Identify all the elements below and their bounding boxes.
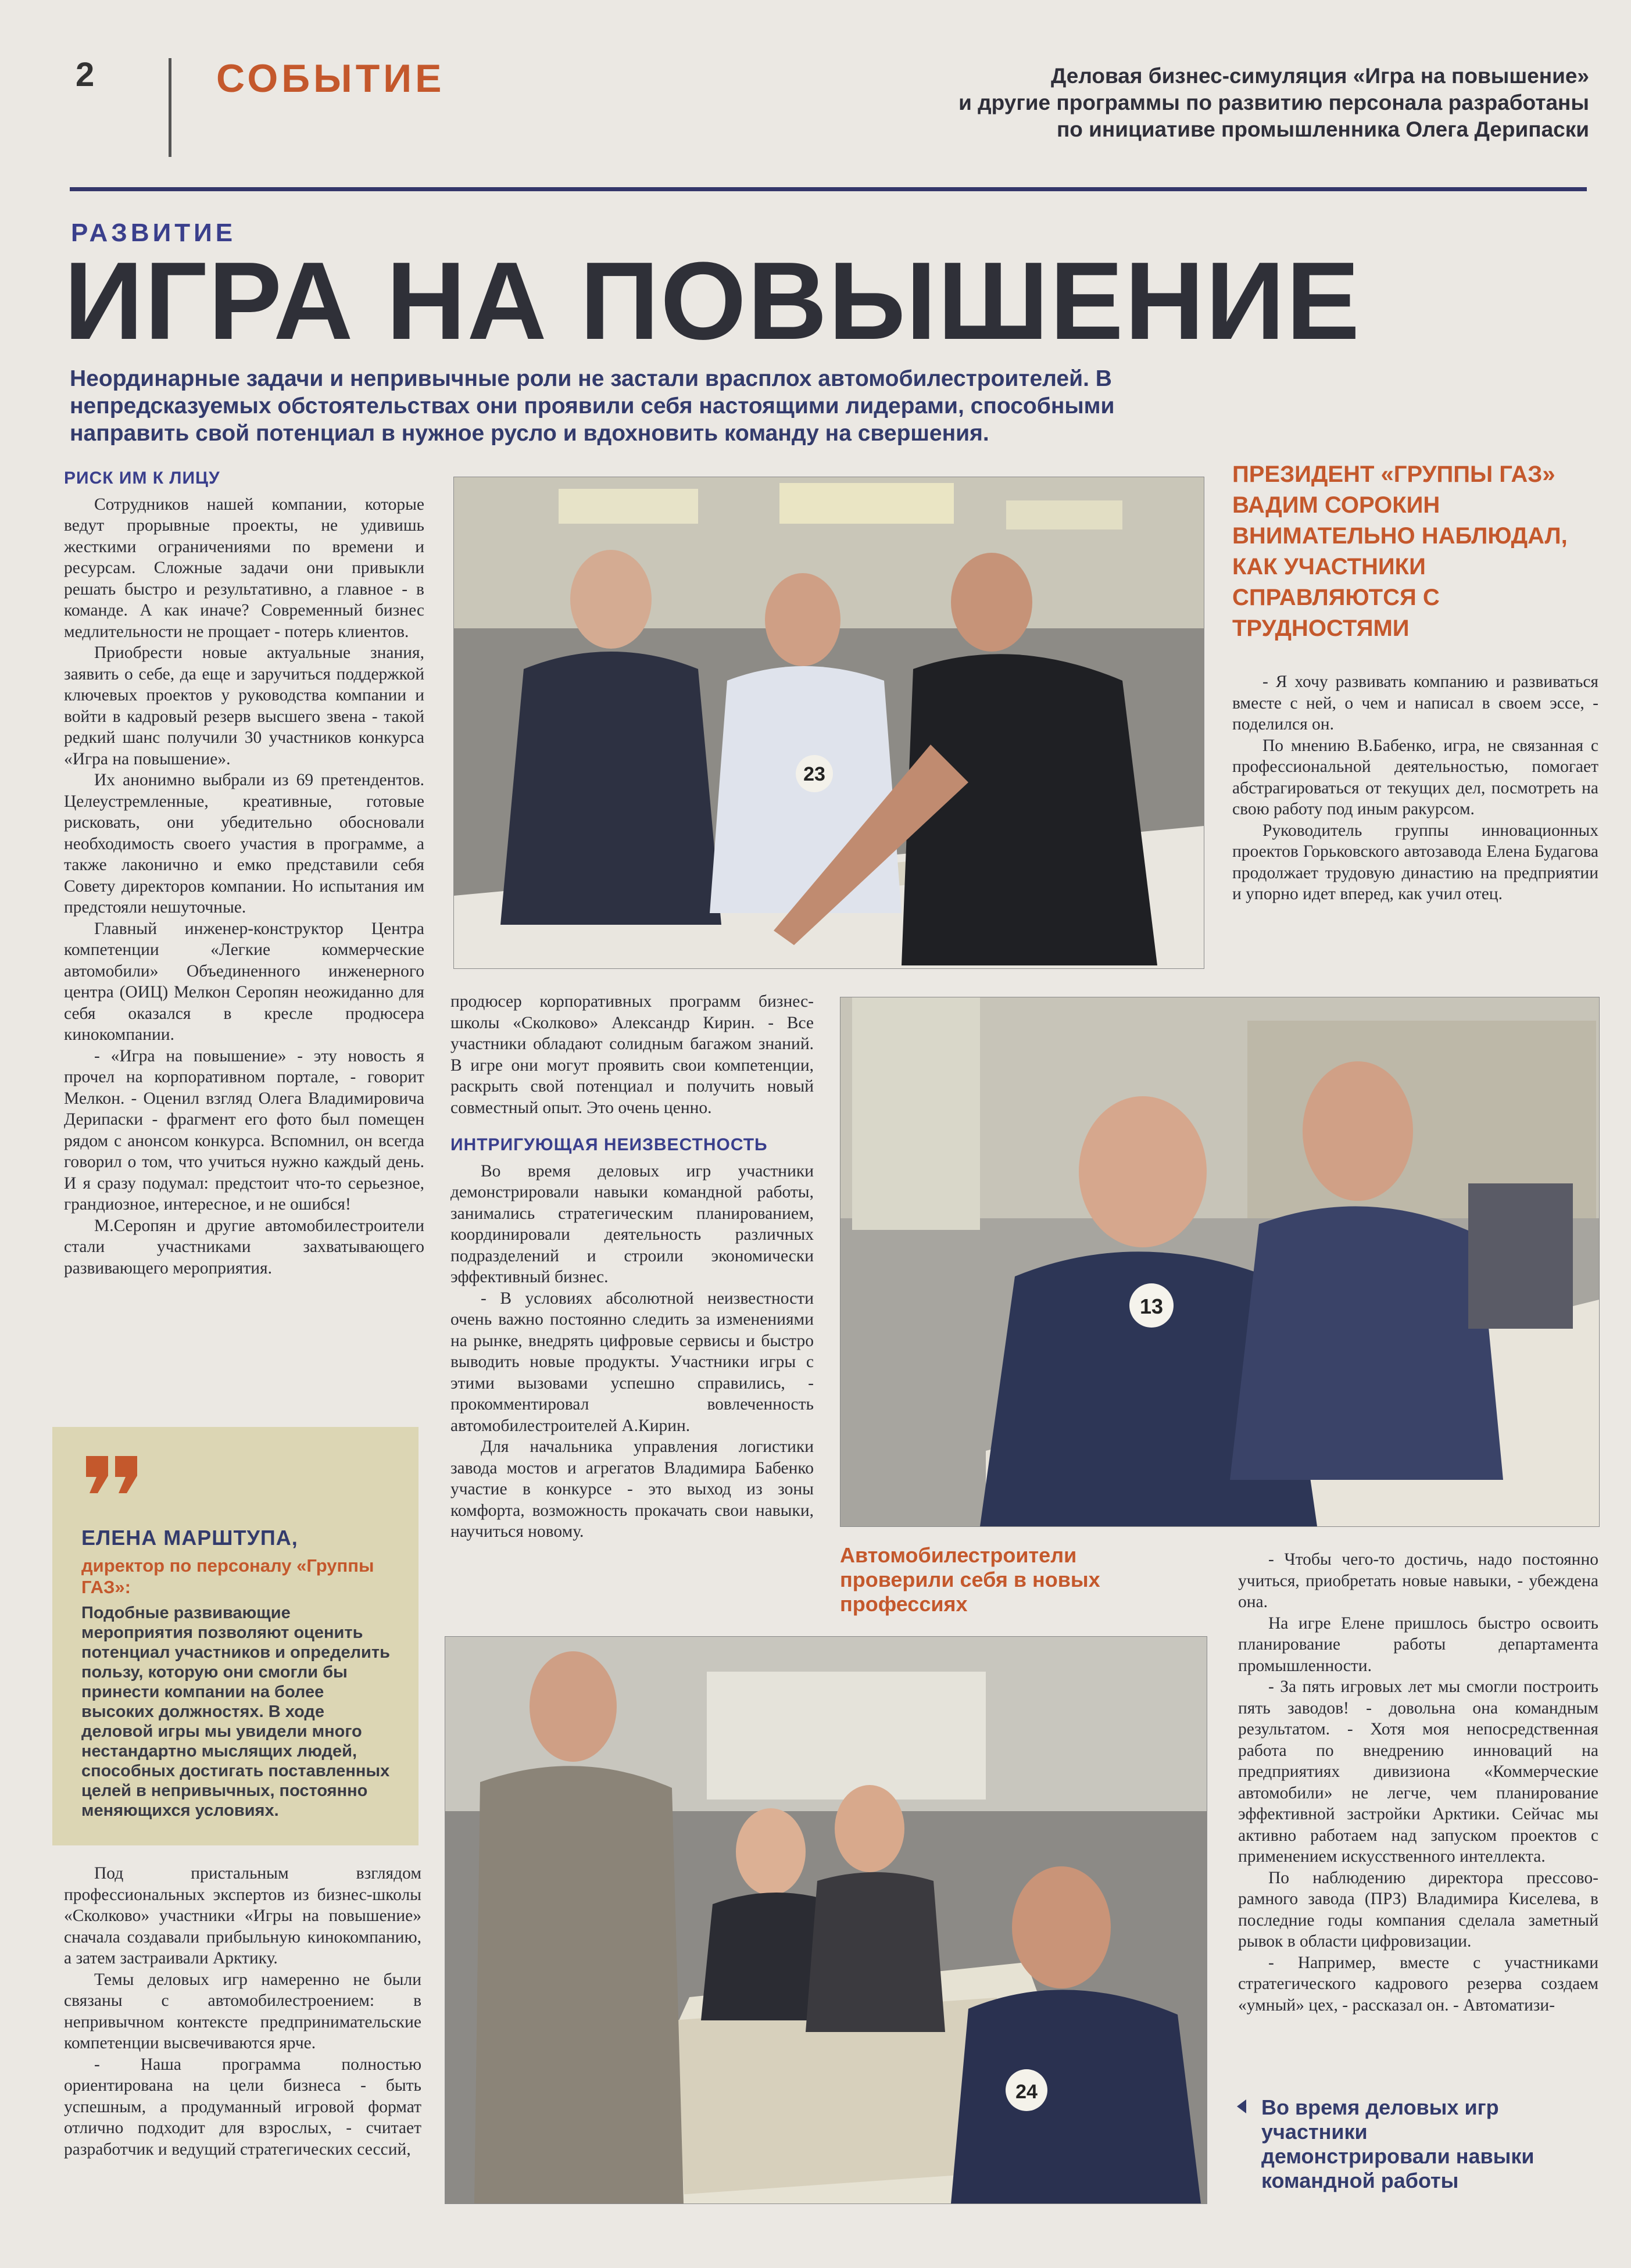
photo-caption: Во время деловых игр участники демонстрировали навыки командной работы (1261, 2095, 1535, 2192)
paragraph: - В условиях абсолютной неизвестности очень важно постоянно следить за изменениями на рынке, внедрять цифровые сервисы и быстро выводить новые продукты. Участники игры с этими вызовами успешно справились, - прокомментировал вовлеченность автомобилестроителей А.Кирин. (450, 1289, 814, 1435)
paragraph: - Наша программа полностью ориентирована на цели бизнеса - быть успешным, а продуманный игровой формат отлично подходит для взрослых, - считает разработчик и ведущий стратегических сессий, (64, 2055, 421, 2159)
column-3-top (1232, 671, 1598, 905)
lead-paragraph: Неординарные задачи и непривычные роли не застали врасплох автомобилестроителей. В непредсказуемых обстоятельствах они проявили себя настоящими лидерами, способными направить свой потенциал в нужное русло и вдохновить команду на свершения. (70, 366, 1115, 446)
paragraph: По мнению В.Бабенко, игра, не связанная с профессиональной деятельностью, помогает абстрагироваться от текущих дел, посмотреть на свою работу под иным ракурсом. (1232, 736, 1598, 818)
rubric: РАЗВИТИЕ (71, 219, 237, 247)
header-note-line: и другие программы по развитию персонала разработаны (958, 91, 1589, 115)
paragraph: Во время деловых игр участники демонстрировали навыки командной работы, занимались стратегическим планированием, координировали деятельность различных подразделений и строили экономически эффективный бизнес. (450, 1161, 814, 1286)
pull-quote: ПРЕЗИДЕНТ «ГРУППЫ ГАЗ» ВАДИМ СОРОКИН ВНИМАТЕЛЬНО НАБЛЮДАЛ, КАК УЧАСТНИКИ СПРАВЛЯЮТСЯ С ТРУДНОСТЯМИ (1232, 462, 1568, 641)
photo-caption: Автомобилестроители проверили себя в новых профессиях (840, 1543, 1100, 1616)
section-title: СОБЫТИЕ (216, 56, 445, 101)
paragraph: М.Серопян и другие автомобилестроители стали участниками захватывающего развивающего мероприятия. (64, 1216, 424, 1278)
quote-author-name: ЕЛЕНА МАРШТУПА, (81, 1526, 298, 1550)
header-note-line: по инициативе промышленника Олега Дерипаски (1056, 117, 1589, 141)
subhead-intriguing: ИНТРИГУЮЩАЯ НЕИЗВЕСТНОСТЬ (450, 1135, 768, 1154)
header-note-line: Деловая бизнес-симуляция «Игра на повышение» (1051, 64, 1589, 88)
paragraph: - Я хочу развивать компанию и развиваться вместе с ней, о чем и написал в своем эссе, - поделился он. (1232, 672, 1598, 734)
paragraph: - «Игра на повышение» - эту новость я прочел на корпоративном портале, - говорит Мелкон. - Оценил взгляд Олега Владимировича Дерипаски - фрагмент его фото был помещен рядом с анонсом конкурса. Вспомнил, он всегда говорил о том, что учиться нужно каждый день. И я сразу подумал: предстоит что-то серьезное, грандиозное, интересное, и не ошибся! (64, 1046, 424, 1214)
paragraph: продюсер корпоративных программ бизнес-школы «Сколково» Александр Кирин. - Все участники обладают солидным багажом знаний. В игре они могут проявить свои компетенции, раскрыть свой потенциал и получить новый совместный опыт. Это очень ценно. (450, 992, 814, 1117)
photo-president-observing (453, 477, 1204, 969)
paragraph: - Например, вместе с участниками стратегического кадрового резерва создаем «умный» цех, - рассказал он. - Автоматизи- (1238, 1953, 1598, 2015)
photo-team-game (445, 1636, 1207, 2204)
paragraph: Руководитель группы инновационных проектов Горьковского автозавода Елена Будагова продолжает трудовую династию на предприятии и упорно идет вперед, как учил отец. (1232, 821, 1598, 903)
header-divider (169, 58, 171, 157)
quote-author-role: директор по персоналу «Группы ГАЗ»: (81, 1555, 374, 1597)
header-note (775, 63, 1589, 143)
paragraph: Для начальника управления логистики завода мостов и агрегатов Владимира Бабенко участие в конкурсе - это выход из зоны комфорта, возможность прокачать свои навыки, научиться новому. (450, 1437, 814, 1541)
paragraph: Сотрудников нашей компании, которые ведут прорывные проекты, не удивишь жесткими ограничениями по времени и ресурсам. Сложные задачи они привыкли решать быстро и результативно, а главное - в команде. А как иначе? Современный бизнес медлительности не прощает - потерь клиентов. (64, 495, 424, 641)
paragraph: - Чтобы чего-то достичь, надо постоянно учиться, приобретать новые навыки, - убеждена она. (1238, 1550, 1598, 1611)
column-3-bottom (1238, 1549, 1598, 2016)
column-1-top (64, 468, 424, 1279)
column-1-bottom (64, 1863, 421, 2160)
paragraph: - За пять игровых лет мы смогли построить пять заводов! - довольна она командным результатом. - Хотя моя непосредственная работа по внедрению инноваций на предприятиях дивизиона «Коммерческие автомобили» не легче, чем планирование эффективной застройки Арктики. Сейчас мы активно работаем над запуском проектов с применением искусственного интеллекта. (1238, 1677, 1598, 1866)
column-2 (450, 991, 814, 1543)
page-number: 2 (76, 56, 95, 94)
quote-mark-icon (81, 1450, 145, 1497)
photo-participants-at-table (840, 997, 1600, 1527)
photo-badge-number: 23 (803, 763, 825, 785)
paragraph: Главный инженер-конструктор Центра компетенции «Легкие коммерческие автомобили» Объединенного инженерного центра (ОИЦ) Мелкон Серопян неожиданно для себя оказался в кресле продюсера кинокомпании. (64, 919, 424, 1044)
subhead-risk: РИСК ИМ К ЛИЦУ (64, 468, 220, 488)
paragraph: Приобрести новые актуальные знания, заявить о себе, да еще и заручиться поддержкой ключевых проектов у руководства компании и войти в кадровый резерв высшего звена - такой редкий шанс получили 30 участников конкурса «Игра на повышение». (64, 643, 424, 768)
quote-text: Подобные развивающие мероприятия позволяют оценить потенциал участников и определить пользу, которую они смогли бы принести компании на более высоких должностях. В ходе деловой игры мы увидели много нестандартно мыслящих людей, способных достигать поставленных целей в непривычных, постоянно меняющихся условиях. (81, 1604, 390, 1820)
paragraph: Под пристальным взглядом профессиональных экспертов из бизнес-школы «Сколково» участники «Игры на повышение» сначала создавали прибыльную кинокомпанию, а затем застраивали Арктику. (64, 1864, 421, 1967)
photo-badge-number: 13 (1139, 1294, 1164, 1318)
paragraph: Темы деловых игр намеренно не были связаны с автомобилестроением: в непривычном контексте предпринимательские компетенции высвечиваются ярче. (64, 1970, 421, 2052)
headline: ИГРА НА ПОВЫШЕНИЕ (64, 239, 1361, 363)
photo-badge-number: 24 (1015, 2081, 1038, 2103)
paragraph: На игре Елене пришлось быстро освоить планирование работы департамента промышленности. (1238, 1614, 1598, 1675)
paragraph: По наблюдению директора прессово-рамного завода (ПРЗ) Владимира Киселева, в последние годы компания сделала заметный рывок в области цифровизации. (1238, 1868, 1598, 1951)
header-rule (70, 187, 1587, 191)
caption-arrow-icon (1237, 2099, 1246, 2113)
paragraph: Их анонимно выбрали из 69 претендентов. Целеустремленные, креативные, готовые рисковать, они убедительно обосновали необходимость своего участия в программе, а также лаконично и емко представили себя Совету директоров компании. Но испытания им предстояли нешуточные. (64, 771, 424, 917)
